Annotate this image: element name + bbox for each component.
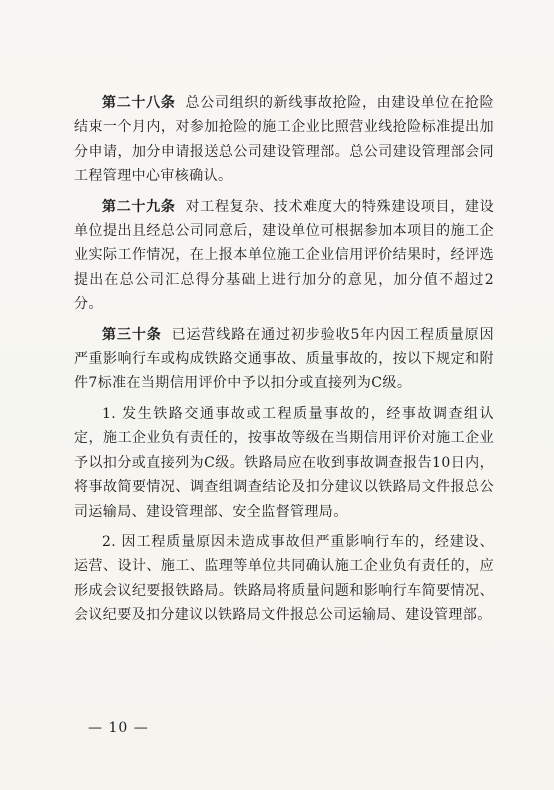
document-body	[74, 91, 494, 628]
article-28-text: 总公司组织的新线事故抢险，由建设单位在抢险结束一个月内，对参加抢险的施工企业比照营业线抢险标准提出加分申请，加分申请报送总公司建设管理部。总公司建设管理部会同工程管理中心审核确认。	[74, 95, 495, 185]
article-30-item-1	[74, 402, 494, 524]
item-2-text: 2. 因工程质量原因未造成事故但严重影响行车的，经建设、运营、设计、施工、监理等单位共同确认施工企业负有责任的，应形成会议纪要报铁路局。铁路局将质量问题和影响行车简要情况、会议纪要及扣分建议以铁路局文件报总公司运输局、建设管理部。	[74, 533, 494, 624]
article-28	[74, 91, 494, 189]
article-29-text: 对工程复杂、技术难度大的特殊建设项目，建设单位提出且经总公司同意后，建设单位可根据参加本项目的施工企业实际工作情况，在上报本单位施工企业信用评价结果时，经评选提出在总公司汇总得分基础上进行加分的意见，加分值不超过2分。	[74, 198, 495, 313]
article-29-label: 第二十九条	[102, 198, 176, 215]
article-28-label: 第二十八条	[102, 95, 176, 111]
article-30-label: 第三十条	[102, 326, 162, 343]
page-number: — 10 —	[88, 720, 149, 736]
article-30	[74, 323, 494, 396]
article-29	[74, 195, 494, 317]
article-30-item-2	[74, 530, 494, 628]
article-30-text: 已运营线路在通过初步验收5年内因工程质量原因严重影响行车或构成铁路交通事故、质量事故的，按以下规定和附件7标准在当期信用评价中予以扣分或直接列为C级。	[74, 326, 494, 392]
item-1-text: 1. 发生铁路交通事故或工程质量事故的，经事故调查组认定，施工企业负有责任的，按事故等级在当期信用评价对施工企业予以扣分或直接列为C级。铁路局应在收到事故调查报告10日内，将事故简要情况、调查组调查结论及扣分建议以铁路局文件报总公司运输局、建设管理部、安全监督管理局。	[74, 405, 494, 520]
